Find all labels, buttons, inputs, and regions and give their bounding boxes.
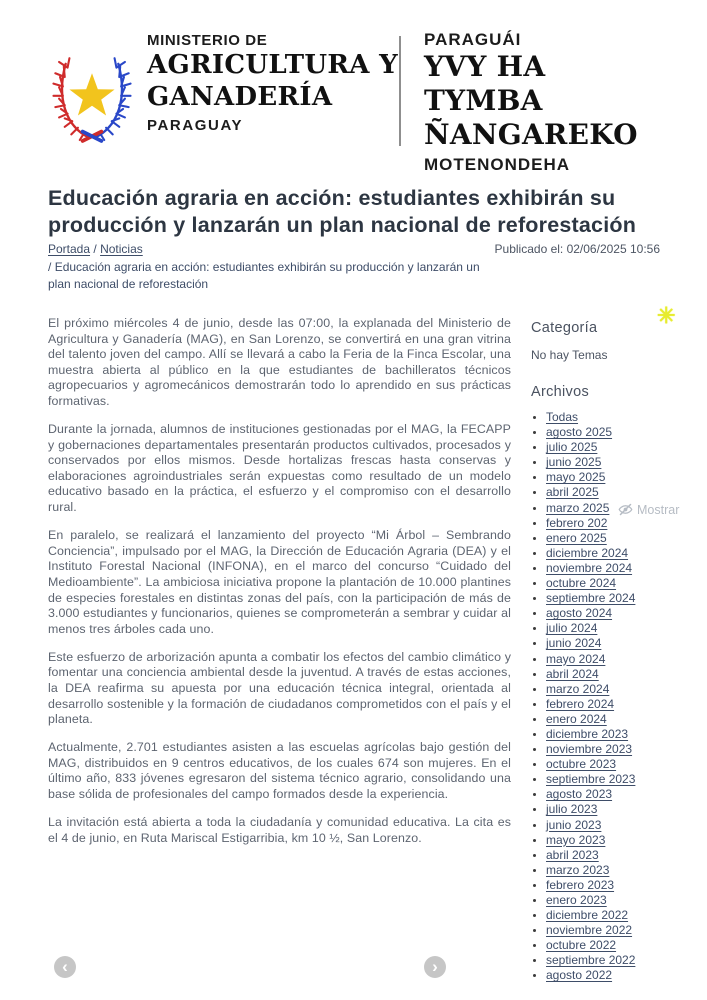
archive-link[interactable]: agosto 2023 <box>546 787 613 802</box>
chevron-right-icon: › <box>432 956 438 976</box>
archive-link[interactable]: abril 2025 <box>546 485 599 500</box>
archive-list-item <box>546 667 707 682</box>
archive-list-item <box>546 621 707 636</box>
archive-link[interactable]: octubre 2022 <box>546 938 617 953</box>
archive-list-item <box>546 636 707 651</box>
article-paragraph: Durante la jornada, alumnos de instituciones gestionadas por el MAG, la FECAPP y gobernaciones departamentales presentarán productos cultivados, procesados y conservados por ellos mismos. Desde hortalizas frescas hasta conservas y elaboraciones agroindustriales serán expuestas como resultado de un modelo educativo basado en la práctica, el esfuerzo y el compromiso con el desarrollo rural. <box>48 422 511 515</box>
archive-list-item <box>546 546 707 561</box>
archive-list-item <box>546 893 707 908</box>
archive-link[interactable]: diciembre 2022 <box>546 908 629 923</box>
breadcrumb-home-link[interactable]: Portada <box>48 242 91 256</box>
breadcrumb-current-row <box>48 259 488 294</box>
archive-list-item <box>546 455 707 470</box>
archive-link[interactable]: septiembre 2024 <box>546 591 636 606</box>
archives-list <box>531 410 707 984</box>
archive-list-item <box>546 968 707 983</box>
archive-list-item <box>546 591 707 606</box>
archive-list-item <box>546 727 707 742</box>
archive-link[interactable]: julio 2025 <box>546 440 598 455</box>
archive-link[interactable]: marzo 2024 <box>546 681 610 696</box>
brand-motenondeha: MOTENONDEHA <box>424 155 571 174</box>
article-paragraph: El próximo miércoles 4 de junio, desde las 07:00, la explanada del Ministerio de Agricultura y Ganadería (MAG), en San Lorenzo, se convertirá en una gran vitrina del talento joven del campo. Allí se llevará a cabo la Feria de la Finca Escolar, una muestra abierta al público en la que estudiantes de bachilleratos técnicos agropecuarios y agromecánicos demostrarán todo lo aprendido en sus prácticas formativas. <box>48 316 511 408</box>
archive-link[interactable]: enero 2025 <box>546 530 607 545</box>
page-title: Educación agraria en acción: estudiantes exhibirán su producción y lanzarán un plan nacional de reforestación <box>48 186 637 237</box>
brand-divider <box>399 36 401 146</box>
archive-link[interactable]: abril 2024 <box>546 666 599 681</box>
archive-list-item <box>546 485 707 500</box>
archive-link[interactable]: noviembre 2024 <box>546 560 633 575</box>
category-empty-text: No hay Temas <box>531 348 608 362</box>
mag-coat-of-arms-logo <box>45 28 139 158</box>
archive-link[interactable]: diciembre 2023 <box>546 726 629 741</box>
brand-gn <box>424 30 638 175</box>
archive-list-item <box>546 772 707 787</box>
archive-list-item <box>546 878 707 893</box>
archive-list-item <box>546 561 707 576</box>
archive-list-item <box>546 923 707 938</box>
brand-agricultura: AGRICULTURA Y <box>147 50 398 80</box>
archive-link[interactable]: enero 2023 <box>546 893 607 907</box>
archive-link[interactable]: febrero 2023 <box>546 877 615 892</box>
article-paragraph: Actualmente, 2.701 estudiantes asisten a las escuelas agrícolas bajo gestión del MAG, distribuidos en 9 centros educativos, de los cuales 674 son mujeres. En el último año, 833 jóvenes egresaron del sistema técnico agrario, consolidando una base sólida de profesionales del campo formados desde la experiencia. <box>48 740 511 802</box>
brand-ganaderia: GANADERÍA <box>147 82 333 112</box>
archive-list-item <box>546 470 707 485</box>
archive-link[interactable]: febrero 202 <box>546 515 608 530</box>
archive-link[interactable]: mayo 2024 <box>546 651 606 666</box>
next-page-button[interactable] <box>424 956 446 978</box>
brand-paraguai: PARAGUÁI <box>424 30 522 49</box>
archive-list-item <box>546 833 707 848</box>
archive-link[interactable]: junio 2024 <box>546 636 602 651</box>
archive-link[interactable]: julio 2023 <box>546 802 598 817</box>
archive-list-item <box>546 757 707 772</box>
archive-link[interactable]: noviembre 2022 <box>546 923 633 938</box>
brand-paraguay: PARAGUAY <box>147 117 244 134</box>
archive-list-item <box>546 531 707 546</box>
archive-list-item <box>546 697 707 712</box>
archive-link[interactable]: noviembre 2023 <box>546 742 633 757</box>
article-paragraph: La invitación está abierta a toda la ciudadanía y comunidad educativa. La cita es el 4 de junio, en Ruta Mariscal Estigarribia, km 10 ½, San Lorenzo. <box>48 815 511 845</box>
archive-list-item <box>546 410 707 425</box>
archive-link[interactable]: marzo 2023 <box>546 862 610 877</box>
article-paragraph: Este esfuerzo de arborización apunta a combatir los efectos del cambio climático y fomentar una conciencia ambiental desde la juventud. A través de estas acciones, la DEA reafirma su apuesta por una educación técnica integral, orientada al desarrollo sostenible y la formación de ciudadanos comprometidos con el país y el planeta. <box>48 649 511 727</box>
archives-heading: Archivos <box>531 384 589 400</box>
archive-link[interactable]: enero 2024 <box>546 711 607 726</box>
show-tooltip[interactable] <box>616 502 681 517</box>
previous-page-button[interactable] <box>54 956 76 978</box>
archive-link[interactable]: septiembre 2022 <box>546 953 636 968</box>
archive-list-item <box>546 863 707 878</box>
breadcrumb-separator-2: / <box>48 259 52 274</box>
archive-link[interactable]: febrero 2024 <box>546 696 615 711</box>
archive-list-item <box>546 848 707 863</box>
show-tooltip-label: Mostrar <box>637 502 680 517</box>
sidebar <box>531 320 707 984</box>
star-icon <box>69 73 114 115</box>
archive-link[interactable]: julio 2024 <box>546 621 598 636</box>
article-paragraph: En paralelo, se realizará el lanzamiento del proyecto “Mi Árbol – Sembrando Conciencia”, impulsado por el MAG, la Dirección de Educación Agraria (DEA) y el Instituto Forestal Nacional (INFONA), en el marco del concurso “Cuidado del Medioambiente”. La ambiciosa iniciativa propone la plantación de 10.000 plantines de especies forestales en distintas zonas del país, con la participación de más de 3.000 estudiantes y funcionarios, quienes se comprometerán a sembrar y cuidar al menos tres árboles cada uno. <box>48 528 511 636</box>
archive-list-item <box>546 953 707 968</box>
archive-list-item <box>546 440 707 455</box>
archive-link[interactable]: junio 2025 <box>546 455 602 470</box>
eye-slash-icon <box>618 502 633 517</box>
category-heading: Categoría <box>531 320 598 336</box>
archive-link[interactable]: abril 2023 <box>546 847 599 862</box>
archive-link[interactable]: agosto 2025 <box>546 425 613 440</box>
archive-list-item <box>546 818 707 833</box>
chevron-left-icon: ‹ <box>62 956 68 976</box>
article-body <box>48 316 511 859</box>
archive-link[interactable]: octubre 2023 <box>546 757 617 772</box>
archive-list-item <box>546 742 707 757</box>
breadcrumb-current: Educación agraria en acción: estudiantes exhibirán su producción y lanzarán un plan nacional de reforestación <box>48 259 480 291</box>
archive-link[interactable]: agosto 2022 <box>546 968 613 983</box>
breadcrumb <box>48 241 488 294</box>
archive-list-item <box>546 652 707 667</box>
brand-nangareko: ÑANGAREKO <box>424 118 638 151</box>
archive-list-item <box>546 802 707 817</box>
archive-list-item <box>546 576 707 591</box>
archive-list-item <box>546 908 707 923</box>
archive-link[interactable]: agosto 2024 <box>546 606 613 621</box>
yellow-asterisk-icon: ✳ <box>657 303 676 328</box>
published-date: Publicado el: 02/06/2025 10:56 <box>494 242 660 256</box>
archive-link[interactable]: mayo 2025 <box>546 470 606 485</box>
archive-link[interactable]: marzo 2025 <box>546 500 610 515</box>
archive-link[interactable]: septiembre 2023 <box>546 772 636 787</box>
archive-list-item <box>546 606 707 621</box>
archive-list-item <box>546 787 707 802</box>
brand-ministerio-de: MINISTERIO DE <box>147 32 268 49</box>
archive-link[interactable]: octubre 2024 <box>546 576 617 591</box>
site-header <box>45 28 638 174</box>
archive-link[interactable]: mayo 2023 <box>546 832 606 847</box>
archive-list-item <box>546 682 707 697</box>
archive-list-item <box>546 938 707 953</box>
archive-list-item <box>546 712 707 727</box>
archive-list-item <box>546 516 707 531</box>
brand-yvy-ha-tymba: YVY HA TYMBA <box>424 50 546 117</box>
brand-es <box>147 32 398 158</box>
breadcrumb-noticias-link[interactable]: Noticias <box>100 242 143 256</box>
breadcrumb-separator: / <box>93 242 97 256</box>
archive-link[interactable]: Todas <box>546 410 579 424</box>
archive-list-item <box>546 425 707 440</box>
archive-link[interactable]: diciembre 2024 <box>546 545 629 560</box>
archive-link[interactable]: junio 2023 <box>546 817 602 832</box>
